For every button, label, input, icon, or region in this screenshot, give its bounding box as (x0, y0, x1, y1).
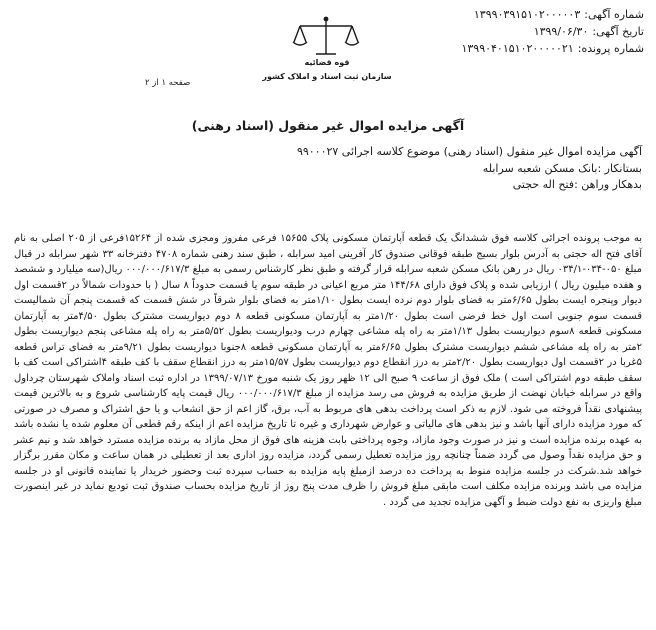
file-number-value: ۱۳۹۹۰۴۰۱۵۱۰۲۰۰۰۰۰۲۱ (461, 42, 574, 55)
notice-date-label: تاریخ آگهی: (592, 25, 644, 38)
debtor-line: بدهکار وراهن :فتح اله حجتی (512, 178, 642, 191)
page-number: صفحه ۱ از ۲ (145, 78, 191, 88)
case-summary (22, 144, 642, 194)
notice-date-value: ۱۳۹۹/۰۶/۳۰ (533, 25, 589, 38)
scales-of-justice-icon (290, 14, 362, 60)
notice-number-row (384, 6, 644, 23)
notice-number-value: ۱۳۹۹۰۳۹۱۵۱۰۲۰۰۰۰۰۳ (473, 8, 581, 21)
judiciary-label: قوه قضائیه (304, 58, 350, 67)
notice-meta (384, 6, 644, 57)
notice-date-row (384, 23, 644, 40)
file-number-row (384, 40, 644, 57)
organization-name: سازمان ثبت اسناد و املاک کشور (262, 72, 392, 81)
notice-number-label: شماره آگهی: (584, 8, 644, 21)
case-subject-line: آگهی مزایده اموال غیر منقول (اسناد رهنی) موضوع کلاسه اجرائی ۹۹۰۰۰۲۷ (296, 145, 642, 158)
creditor-line: بستانکار :بانک مسکن شعبه سرابله (482, 161, 642, 175)
notice-title: آگهی مزایده اموال غیر منقول (اسناد رهنی) (191, 118, 465, 133)
file-number-label: شماره پرونده: (577, 42, 644, 55)
notice-body: به موجب پرونده اجرائی کلاسه فوق ششدانگ یک قطعه آپارتمان مسکونی پلاک ۱۵۶۵۵ فرعی مفروز ومجزی شده از ۱۵۲۶۴فرعی از ۲۰۵ اصلی به نام آقای فتح اله حجتی به آدرس بلوار بسیج طبقه فوقانی صندوق کار آفرینی امید سرابله ، طبق سند رهنی شماره ۴۷۰۸ دفترخانه ۳۳ شهر سرابله در قبال مبلغ ۰۵۰-۰۳۴-۰۳۴/۱ ریال در رهن بانک مسکن شعبه سرابله قرار گرفته و طبق نظر کارشناس رسمی به مبلغ ۰۰۰/۰۰۰/۶۱۷/۳ ریال(سه میلیارد و ششصد و هفده میلیون ریال ) ارزیابی شده و پلاک فوق دارای ۱۴۴/۶۸ متر مربع اعیانی در طبقه سوم یا قسمت حدوداً ۸ سال ( با حدودات شمالاً در ۲قسمت اول دیوار وپنجره ایست بطول ۶/۶۵متر به فضای بلوار دوم نرده ایست بطول ۱/۱۰متر به فضای بلوار شرقاً در شش قسمت که قسمت پنجم آن شمالیست قسمت سوم جنوبی است اول خط فرضی است بطول ۱/۲۰متر به آپارتمان مسکونی قطعه ۸ دوم دیواریست مشترک بطول ۴/۵۰متر به آپارتمان مسکونی قطعه ۸سوم دیواریست بطول ۱/۱۳متر به راه پله مشاعی چهارم درب ودیواریست بطول ۵/۵۲متر به راه پله مشاعی پنجم دیواریست بطول ۲متر به راه پله مشاعی ششم دیواریست مشترک بطول ۶/۶۵متر به آپارتمان مسکونی قطعه ۸جنوبا دیواریست بطول ۹/۲۱متر به فضای تراس قطعه ۵غربا در ۲قسمت اول دیواریست بطول ۲/۲۰متر به درز انقطاع دوم دیواریست بطول ۱۵/۵۷متر به درز انقطاع سقف با کف طبقه ۴اشتراکی است کف با سقف طبقه دوم اشتراکی است ) ملک فوق از ساعت ۹ صبح الی ۱۲ ظهر روز یک شنبه مورخ ۱۳۹۹/۰۷/۱۳ در اداره ثبت اسناد واملاک شهرستان چرداول واقع در سرابله خیابان نهضت از طریق مزایده به فروش می رسد مزایده از مبلغ ۰۰۰/۰۰۰/۶۱۷/۳ ریال قیمت پایه کارشناسی شروع و به بالاترین قیمت پیشنهادی نقداً فروخته می شود. لازم به ذکر است پرداخت بدهی های مربوط به آب، برق، گاز اعم از حق انشعاب و یا حق اشتراک و مصرف در صورتی که مورد مزایده دارای آنها باشد و نیز بدهی های مالیاتی و عوارض شهرداری و غیره تا تاریخ مزایده اعم از اینکه رقم قطعی آن معلوم شده یا نشده باشد به عهده برنده مزایده است و نیز در صورت وجود مازاد، وجوه پرداختی بابت هزینه های فوق از محل مازاد به برنده مزایده مسترد خواهد شد و نیم عشر و حق مزایده نقداً وصول می گردد ضمناً چنانچه روز مزایده تعطیل رسمی گردد، مزایده روز اداری بعد از تعطیلی در همان ساعت و مکان مقرر برگزار خواهد شد.شرکت در جلسه مزایده منوط به پرداخت ده درصد ازمبلغ پایه مزایده به حساب سپرده ثبت وحضور خریدار یا نماینده قانونی او در جلسه مزایده می باشد وبرنده مزایده مکلف است مابقی مبلغ فروش را ظرف مدت پنج روز از تاریخ مزایده بحساب صندوق ثبت تودیع نماید در غیر اینصورت مبلغ واریزی به نفع دولت ضبط و آگهی مزایده تجدید می گردد . (14, 233, 643, 508)
